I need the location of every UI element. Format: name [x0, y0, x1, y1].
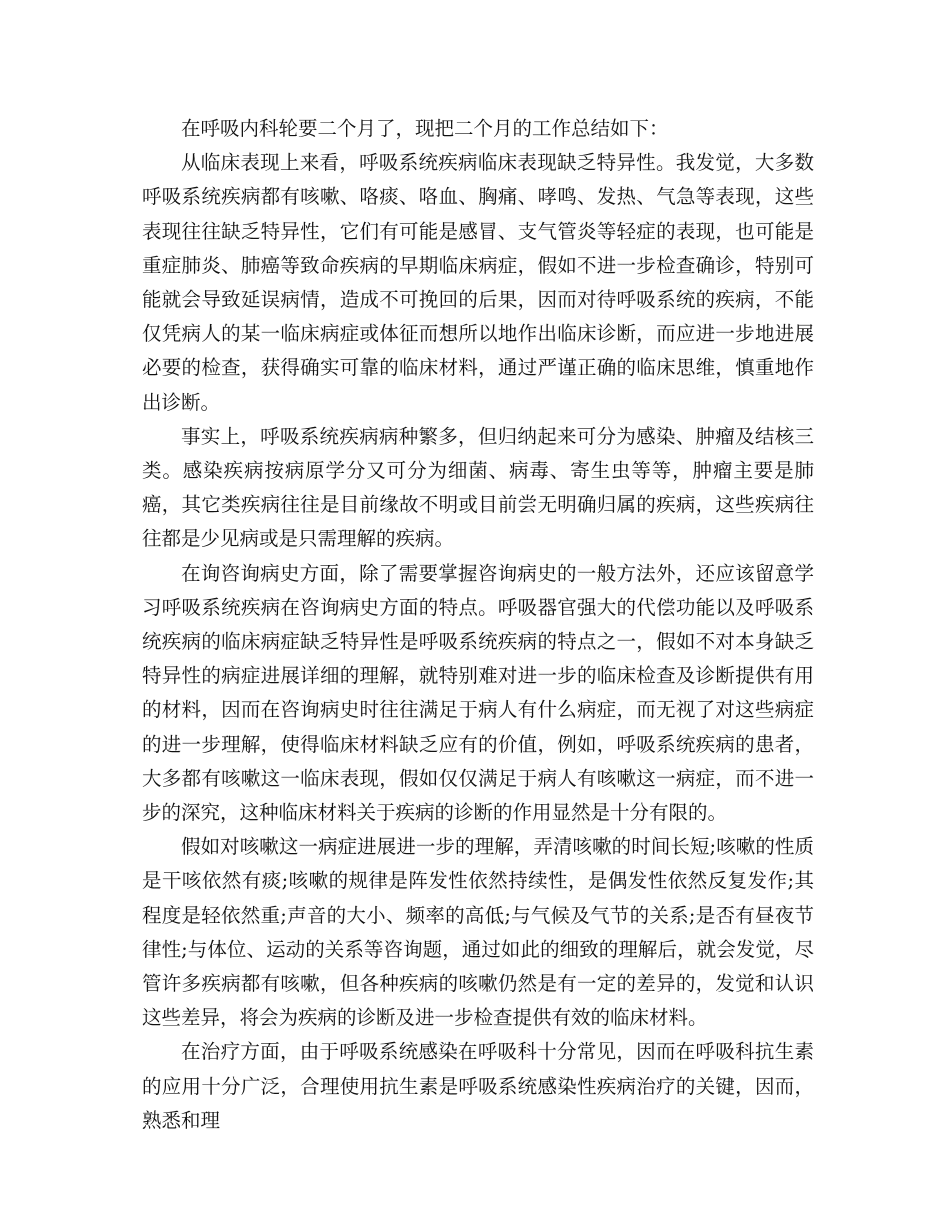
document-body [142, 112, 814, 1138]
paragraph-history-taking: 在询咨询病史方面，除了需要掌握咨询病史的一般方法外，还应该留意学习呼吸系统疾病在咨询病史方面的特点。呼吸器官强大的代偿功能以及呼吸系统疾病的临床病症缺乏特异性是呼吸系统疾病的特点之一，假如不对本身缺乏特异性的病症进展详细的理解，就特别难对进一步的临床检查及诊断提供有用的材料，因而在咨询病史时往往满足于病人有什么病症，而无视了对这些病症的进一步理解，使得临床材料缺乏应有的价值，例如，呼吸系统疾病的患者，大多都有咳嗽这一临床表现，假如仅仅满足于病人有咳嗽这一病症，而不进一步的深究，这种临床材料关于疾病的诊断的作用显然是十分有限的。 [142, 561, 814, 825]
paragraph-treatment: 在治疗方面，由于呼吸系统感染在呼吸科十分常见，因而在呼吸科抗生素的应用十分广泛，合理使用抗生素是呼吸系统感染性疾病治疗的关键，因而，熟悉和理 [142, 1040, 814, 1132]
paragraph-clinical-features: 从临床表现上来看，呼吸系统疾病临床表现缺乏特异性。我发觉，大多数呼吸系统疾病都有咳嗽、咯痰、咯血、胸痛、哮鸣、发热、气急等表现，这些表现往往缺乏特异性，它们有可能是感冒、支气管炎等轻症的表现，也可能是重症肺炎、肺癌等致命疾病的早期临床病症，假如不进一步检查确诊，特别可能就会导致延误病情，造成不可挽回的后果，因而对待呼吸系统的疾病，不能仅凭病人的某一临床病症或体征而想所以地作出临床诊断，而应进一步地进展必要的检查，获得确实可靠的临床材料，通过严谨正确的临床思维，慎重地作出诊断。 [142, 151, 814, 414]
paragraph-disease-categories: 事实上，呼吸系统疾病病种繁多，但归纳起来可分为感染、肿瘤及结核三类。感染疾病按病原学分又可分为细菌、病毒、寄生虫等等，肿瘤主要是肺癌，其它类疾病往往是目前缘故不明或目前尝无明确归属的疾病，这些疾病往往都是少见病或是只需理解的疾病。 [142, 424, 814, 551]
paragraph-cough-details: 假如对咳嗽这一病症进展进一步的理解，弄清咳嗽的时间长短;咳嗽的性质是干咳依然有痰;咳嗽的规律是阵发性依然持续性，是偶发性依然反复发作;其程度是轻依然重;声音的大小、频率的高低;与气候及气节的关系;是否有昼夜节律性;与体位、运动的关系等咨询题，通过如此的细致的理解后，就会发觉，尽管许多疾病都有咳嗽，但各种疾病的咳嗽仍然是有一定的差异的，发觉和认识这些差异，将会为疾病的诊断及进一步检查提供有效的临床材料。 [142, 835, 814, 1030]
paragraph-intro: 在呼吸内科轮要二个月了，现把二个月的工作总结如下： [181, 117, 669, 140]
